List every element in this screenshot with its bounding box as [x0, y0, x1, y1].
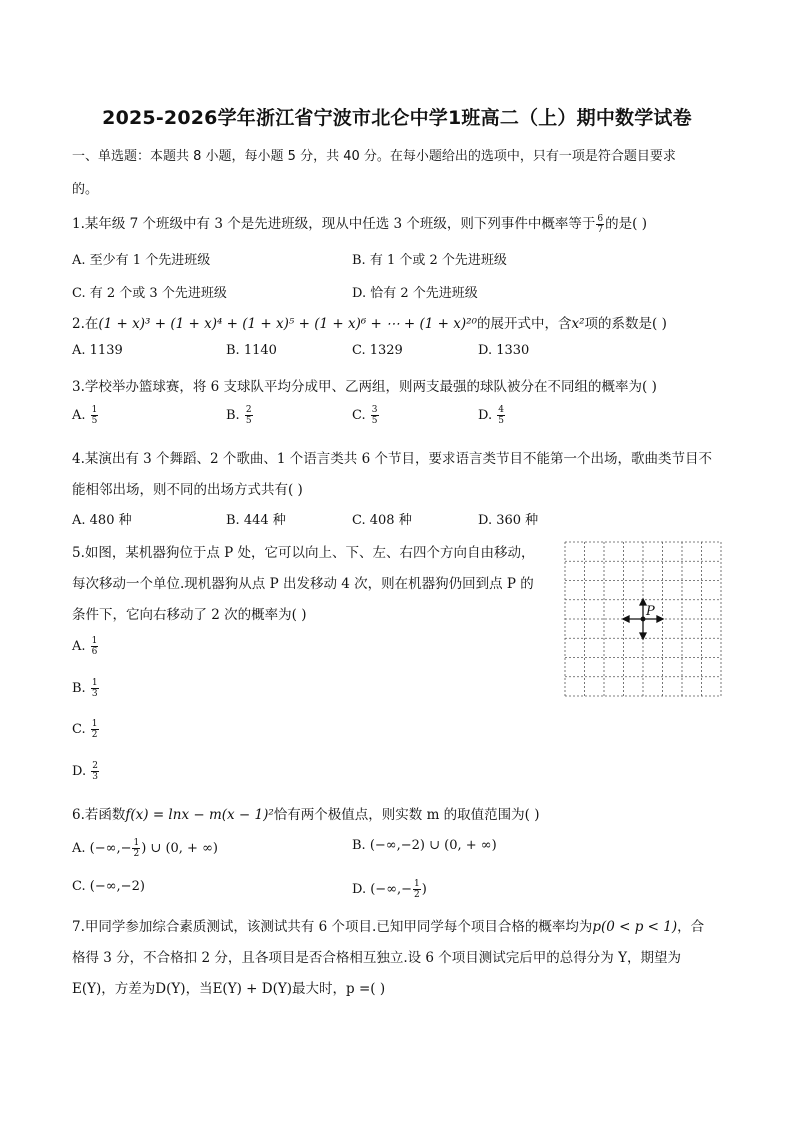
- q2-stem-text-b: 的展开式中，含: [476, 316, 572, 332]
- q5-option-c-letter: C.: [72, 722, 86, 737]
- q6-option-a-frac: [132, 838, 140, 859]
- q5-option-c[interactable]: [72, 719, 100, 740]
- q3-b-den: 5: [245, 416, 252, 426]
- q2-expression: (1 + x)³ + (1 + x)⁴ + (1 + x)⁵ + (1 + x)⁶ + ⋯ + (1 + x)²⁰: [98, 316, 477, 332]
- q7-line1-text-c: ，合: [677, 919, 705, 935]
- q5-option-d-letter: D.: [72, 764, 87, 779]
- q3-d-den: 5: [498, 416, 504, 426]
- q3-a-num: 1: [91, 405, 98, 415]
- q3-option-a-letter: A.: [72, 408, 86, 423]
- q6-option-a[interactable]: [72, 838, 218, 859]
- q3-stem: 3.学校举办篮球赛，将 6 支球队平均分成甲、乙两组，则两支最强的球队被分在不同组的概率为( ): [72, 379, 657, 395]
- q5-option-b-frac: [91, 678, 99, 699]
- q2-stem-text-c: 项的系数是( ): [584, 316, 667, 332]
- q3-c-num: 3: [371, 405, 378, 415]
- q7-p-range: p(0 < p < 1): [592, 919, 678, 935]
- q2-stem: [72, 312, 667, 332]
- q6-a-num: 1: [133, 838, 140, 848]
- q1-frac-den: 7: [597, 225, 604, 235]
- q2-term: x²: [571, 316, 585, 332]
- q6-d-den: 2: [414, 890, 420, 900]
- q4-stem-line2: 能相邻出场，则不同的出场方式共有( ): [72, 482, 303, 498]
- point-p-dot: [641, 617, 645, 621]
- q7-stem-line2: 格得 3 分，不合格扣 2 分，且各项目是否合格相互独立.设 6 个项目测试完后甲的总得分为 Y，期望为: [72, 950, 682, 966]
- q6-stem-text-b: 恰有两个极值点，则实数 m 的取值范围为( ): [273, 807, 540, 823]
- q3-b-num: 2: [245, 405, 252, 415]
- arrow-left-head: [623, 616, 629, 622]
- q1-stem-text-b: 的是( ): [605, 216, 647, 232]
- q1-stem: [72, 212, 647, 235]
- q3-a-den: 5: [91, 416, 98, 426]
- q5-option-a[interactable]: [72, 636, 99, 657]
- section-header-line1: 一、单选题：本题共 8 小题，每小题 5 分，共 40 分。在每小题给出的选项中，只有一项是符合题目要求: [72, 149, 676, 164]
- q1-option-c[interactable]: C. 有 2 个或 3 个先进班级: [72, 286, 227, 301]
- q6-option-d-frac: [413, 879, 421, 900]
- q4-option-a[interactable]: A. 480 种: [72, 513, 132, 528]
- arrow-right-head: [657, 616, 663, 622]
- q3-option-d-frac: [497, 405, 505, 426]
- q5-option-b-letter: B.: [72, 681, 86, 696]
- q3-option-a-frac: [91, 405, 99, 426]
- q2-option-d[interactable]: D. 1330: [478, 343, 530, 358]
- q6-stem: [72, 803, 540, 823]
- q5-c-num: 1: [91, 719, 98, 729]
- point-p-label: P: [646, 604, 655, 619]
- q1-option-d[interactable]: D. 恰有 2 个先进班级: [352, 286, 478, 301]
- q5-b-den: 3: [91, 689, 98, 699]
- q3-d-num: 4: [498, 405, 504, 415]
- q4-stem-line1: 4.某演出有 3 个舞蹈、2 个歌曲、1 个语言类共 6 个节目，要求语言类节目不能第一个出场，歌曲类节目不: [72, 451, 712, 467]
- q6-option-a-text-a: A. (−∞,−: [72, 841, 132, 856]
- q5-option-d[interactable]: [72, 761, 100, 782]
- q6-option-b[interactable]: B. (−∞,−2) ∪ (0, + ∞): [352, 838, 497, 853]
- q3-option-b-frac: [245, 405, 253, 426]
- q5-option-a-frac: [91, 636, 99, 657]
- exam-title: 2025-2026学年浙江省宁波市北仑中学1班高二（上）期中数学试卷: [102, 107, 692, 129]
- q7-stem-line3: E(Y)，方差为D(Y)，当E(Y) + D(Y)最大时，p =( ): [72, 981, 386, 997]
- q3-option-d-letter: D.: [478, 408, 493, 423]
- q6-a-den: 2: [133, 849, 140, 859]
- q5-stem-line1: 5.如图，某机器狗位于点 P 处，它可以向上、下、左、右四个方向自由移动，: [72, 545, 535, 561]
- q1-option-b[interactable]: B. 有 1 个或 2 个先进班级: [352, 253, 507, 268]
- q4-option-c[interactable]: C. 408 种: [352, 513, 412, 528]
- q3-option-b[interactable]: [226, 405, 254, 426]
- q1-fraction: [596, 214, 604, 235]
- q3-option-a[interactable]: [72, 405, 99, 426]
- q5-b-num: 1: [91, 678, 98, 688]
- q3-option-c-frac: [371, 405, 379, 426]
- q5-option-c-frac: [91, 719, 99, 740]
- q3-option-c-letter: C.: [352, 408, 366, 423]
- q5-option-d-frac: [91, 761, 99, 782]
- q6-option-d-text-b: ): [421, 882, 427, 897]
- section-header-line2: 的。: [72, 182, 99, 197]
- q6-option-d-text-a: D. (−∞,−: [352, 882, 413, 897]
- q6-option-c[interactable]: C. (−∞,−2): [72, 879, 145, 894]
- q5-option-b[interactable]: [72, 678, 100, 699]
- q3-option-d[interactable]: [478, 405, 506, 426]
- q2-option-a[interactable]: A. 1139: [72, 343, 123, 358]
- q5-d-den: 3: [92, 772, 98, 782]
- q3-c-den: 5: [371, 416, 378, 426]
- direction-arrows: [623, 599, 663, 639]
- q6-stem-text-a: 6.若函数: [72, 807, 126, 823]
- q2-option-b[interactable]: B. 1140: [226, 343, 277, 358]
- q2-stem-text-a: 2.在: [72, 316, 99, 332]
- q5-grid-figure: [564, 541, 722, 697]
- q5-d-num: 2: [92, 761, 98, 771]
- q5-stem-line3: 条件下，它向右移动了 2 次的概率为( ): [72, 607, 307, 623]
- q5-a-den: 6: [91, 647, 98, 657]
- q3-option-c[interactable]: [352, 405, 380, 426]
- q5-option-a-letter: A.: [72, 639, 86, 654]
- q7-stem-line1: [72, 915, 704, 935]
- q3-option-b-letter: B.: [226, 408, 240, 423]
- q6-option-d[interactable]: [352, 879, 427, 900]
- q7-line1-text-a: 7.甲同学参加综合素质测试，该测试共有 6 个项目.已知甲同学每个项目合格的概率均为: [72, 919, 593, 935]
- q5-c-den: 2: [91, 730, 98, 740]
- q6-d-num: 1: [414, 879, 420, 889]
- q1-option-a[interactable]: A. 至少有 1 个先进班级: [72, 253, 211, 268]
- q1-frac-num: 6: [597, 214, 604, 224]
- q5-a-num: 1: [91, 636, 98, 646]
- q4-option-b[interactable]: B. 444 种: [226, 513, 286, 528]
- q2-option-c[interactable]: C. 1329: [352, 343, 403, 358]
- q6-option-a-text-b: ) ∪ (0, + ∞): [141, 841, 218, 856]
- q5-stem-line2: 每次移动一个单位.现机器狗从点 P 出发移动 4 次，则在机器狗仍回到点 P 的: [72, 576, 534, 592]
- q1-stem-text-a: 1.某年级 7 个班级中有 3 个是先进班级，现从中任选 3 个班级，则下列事件中概率等于: [72, 216, 596, 232]
- q4-option-d[interactable]: D. 360 种: [478, 513, 539, 528]
- q6-function: f(x) = lnx − m(x − 1)²: [125, 807, 274, 823]
